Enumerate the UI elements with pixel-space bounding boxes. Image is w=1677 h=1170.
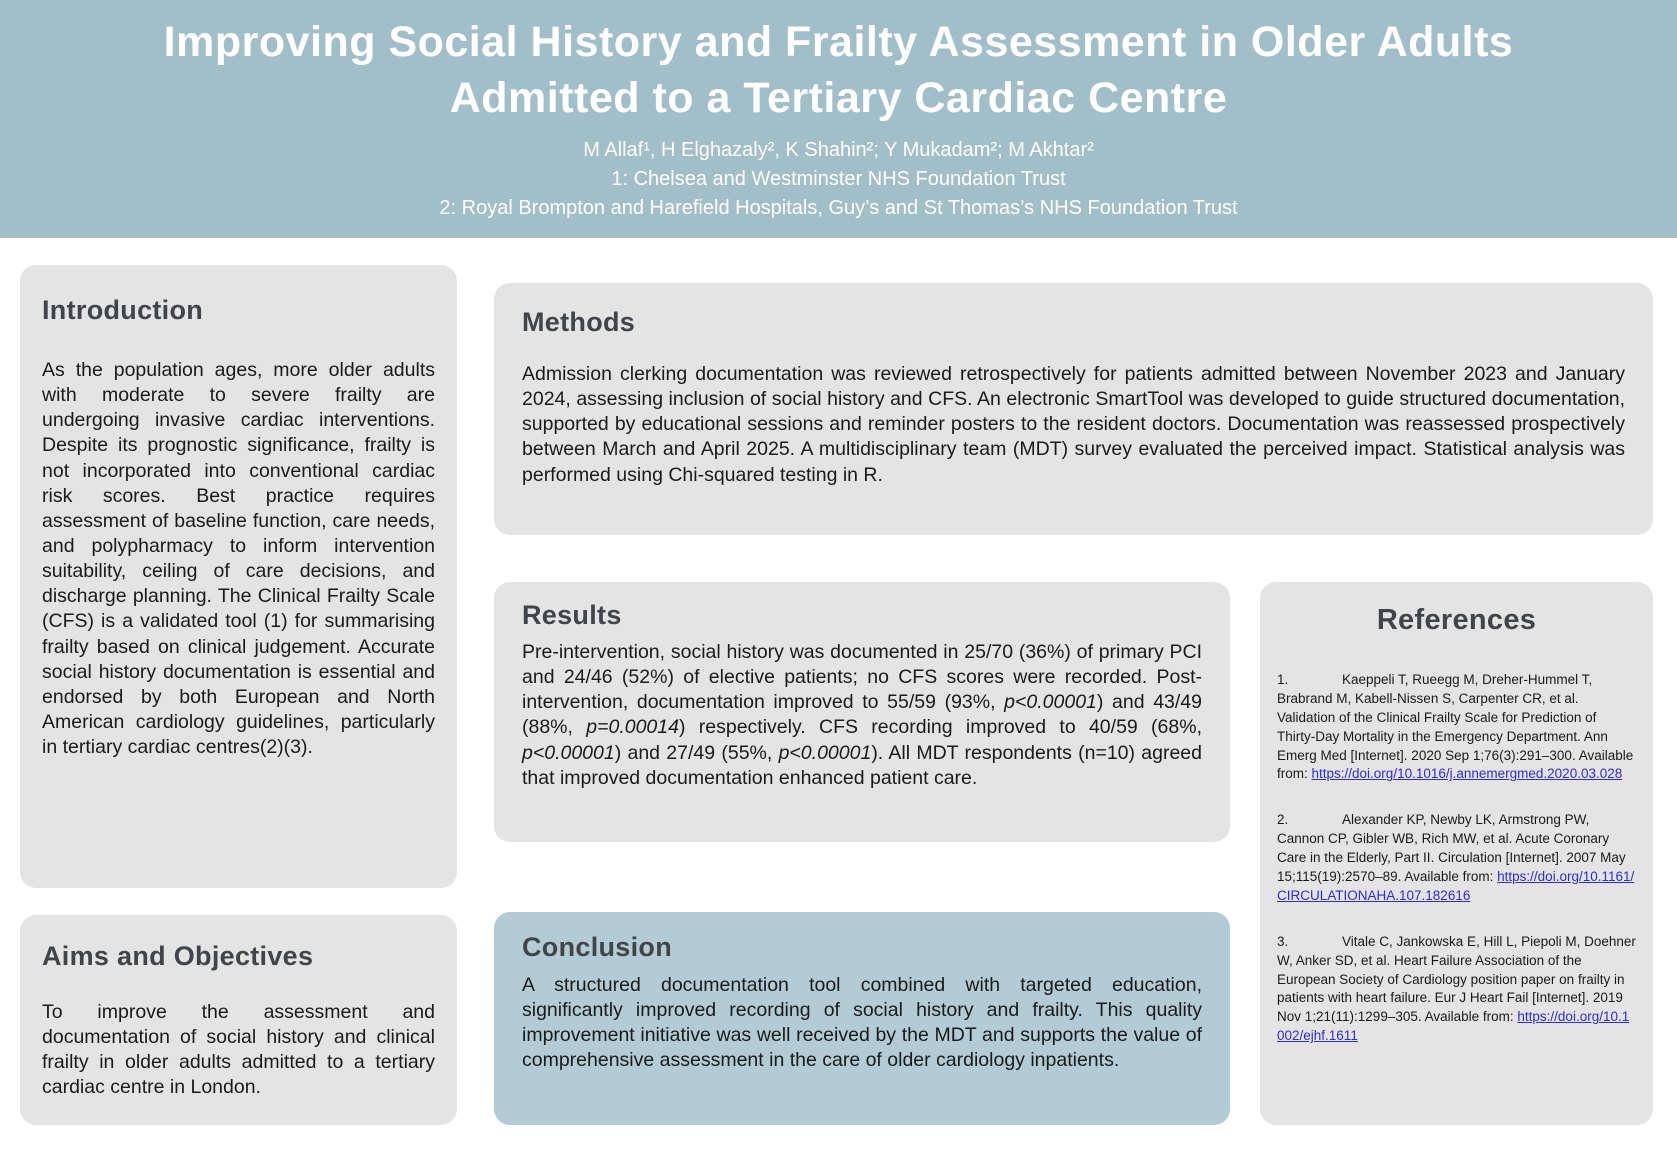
affiliation-2: 2: Royal Brompton and Harefield Hospitals, Guy’s and St Thomas’s NHS Foundation Trust bbox=[439, 196, 1238, 219]
poster-title: Improving Social History and Frailty Assessment in Older Adults Admitted to a Tertiary Cardiac Centre bbox=[163, 18, 1514, 122]
reference-doi-link[interactable]: https://doi.org/10.1002/ejhf.1611 bbox=[1277, 1009, 1630, 1044]
aims-heading: Aims and Objectives bbox=[42, 941, 314, 971]
reference-text: Alexander KP, Newby LK, Armstrong PW, Cannon CP, Gibler WB, Rich MW, et al. Acute Coronary Care in the Elderly, Part II. Circulation [Internet]. 2007 May 15;115(19):2570–89. Available from: bbox=[1277, 812, 1626, 885]
results-text-segment: ) and 43/49 (88%, bbox=[522, 691, 1203, 739]
introduction-panel bbox=[20, 265, 457, 888]
stat-p-value: p<0.00001 bbox=[1004, 691, 1097, 714]
reference-text: Vitale C, Jankowska E, Hill L, Piepoli M, Doehner W, Anker SD, et al. Heart Failure Association of the European Society of Cardiology position paper on frailty in patients with heart failure. Eur J Heart Fail [Internet]. 2019 Nov 1;21(11):1299–305. Available from: bbox=[1277, 933, 1636, 1025]
conclusion-panel bbox=[494, 912, 1230, 1125]
introduction-heading: Introduction bbox=[42, 295, 204, 325]
results-heading: Results bbox=[522, 600, 622, 630]
stat-p-value: p<0.00001 bbox=[522, 741, 615, 764]
results-text-segment: ) and 27/49 (55%, bbox=[614, 741, 779, 764]
references-heading: References bbox=[1376, 604, 1537, 636]
results-panel bbox=[494, 582, 1230, 842]
authors-line: M Allaf¹, H Elghazaly², K Shahin²; Y Mukadam²; M Akhtar² bbox=[583, 138, 1094, 161]
conclusion-heading: Conclusion bbox=[522, 932, 672, 962]
reference-item bbox=[1277, 671, 1636, 784]
affiliation-1: 1: Chelsea and Westminster NHS Foundation Trust bbox=[611, 167, 1066, 190]
reference-text: Kaeppeli T, Rueegg M, Dreher-Hummel T, Brabrand M, Kabell-Nissen S, Carpenter CR, et al. Validation of the Clinical Frailty Scale for Prediction of Thirty-Day Mortality in the Emergency Department. Ann Emerg Med [Internet]. 2020 Sep 1;76(3):291–300. Available from: bbox=[1277, 672, 1634, 782]
references-list bbox=[1277, 671, 1636, 1046]
reference-number: 3. bbox=[1277, 933, 1289, 949]
results-text-segment: ) respectively. CFS recording improved to 40/59 (68%, bbox=[678, 716, 1203, 739]
results-text-segment: Pre-intervention, social history was documented in 25/70 (36%) of primary PCI and 24/46 (52%) of elective patients; no CFS scores were recorded. Post-intervention, documentation improved to 55/59 (93%, bbox=[522, 641, 1202, 714]
aims-body: To improve the assessment and documentation of social history and clinical frailty in older adults admitted to a tertiary cardiac centre in London. bbox=[42, 1001, 435, 1099]
conclusion-body: A structured documentation tool combined with targeted education, significantly improved recording of social history and frailty. This quality improvement initiative was well received by the MDT and supports the value of comprehensive assessment in the care of older cardiology inpatients. bbox=[522, 974, 1202, 1072]
reference-doi-link[interactable]: https://doi.org/10.1016/j.annemergmed.2020.03.028 bbox=[1311, 766, 1623, 782]
results-text-segment: ). All MDT respondents (n=10) agreed that improved documentation enhanced patient care. bbox=[522, 741, 1203, 789]
reference-number: 1. bbox=[1277, 672, 1289, 687]
reference-number: 2. bbox=[1277, 812, 1289, 828]
methods-panel bbox=[494, 283, 1653, 535]
reference-item bbox=[1277, 811, 1636, 905]
aims-panel bbox=[20, 915, 457, 1125]
reference-doi-link[interactable]: https://doi.org/10.1161/CIRCULATIONAHA.107.182616 bbox=[1277, 869, 1635, 903]
results-body bbox=[522, 640, 1202, 791]
poster-header bbox=[0, 0, 1677, 238]
introduction-body: As the population ages, more older adults with moderate to severe frailty are undergoing invasive cardiac interventions. Despite its prognostic significance, frailty is not incorporated into conventional cardiac risk scores. Best practice requires assessment of baseline function, care needs, and polypharmacy to inform intervention suitability, ceiling of care decisions, and discharge planning. The Clinical Frailty Scale (CFS) is a validated tool (1) for summarising frailty based on clinical judgement. Accurate social history documentation is essential and endorsed by both European and North American cardiology guidelines, particularly in tertiary cardiac centres(2)(3). bbox=[42, 359, 435, 759]
methods-heading: Methods bbox=[522, 307, 636, 337]
references-panel bbox=[1260, 582, 1653, 1125]
reference-item bbox=[1277, 933, 1636, 1046]
stat-p-value: p=0.00014 bbox=[586, 716, 679, 739]
methods-body: Admission clerking documentation was reviewed retrospectively for patients admitted between November 2023 and January 2024, assessing inclusion of social history and CFS. An electronic SmartTool was developed to guide structured documentation, supported by educational sessions and reminder posters to the resident doctors. Documentation was reassessed prospectively between March and April 2025. A multidisciplinary team (MDT) survey evaluated the perceived impact. Statistical analysis was performed using Chi-squared testing in R. bbox=[522, 363, 1625, 486]
stat-p-value: p<0.00001 bbox=[778, 741, 872, 764]
